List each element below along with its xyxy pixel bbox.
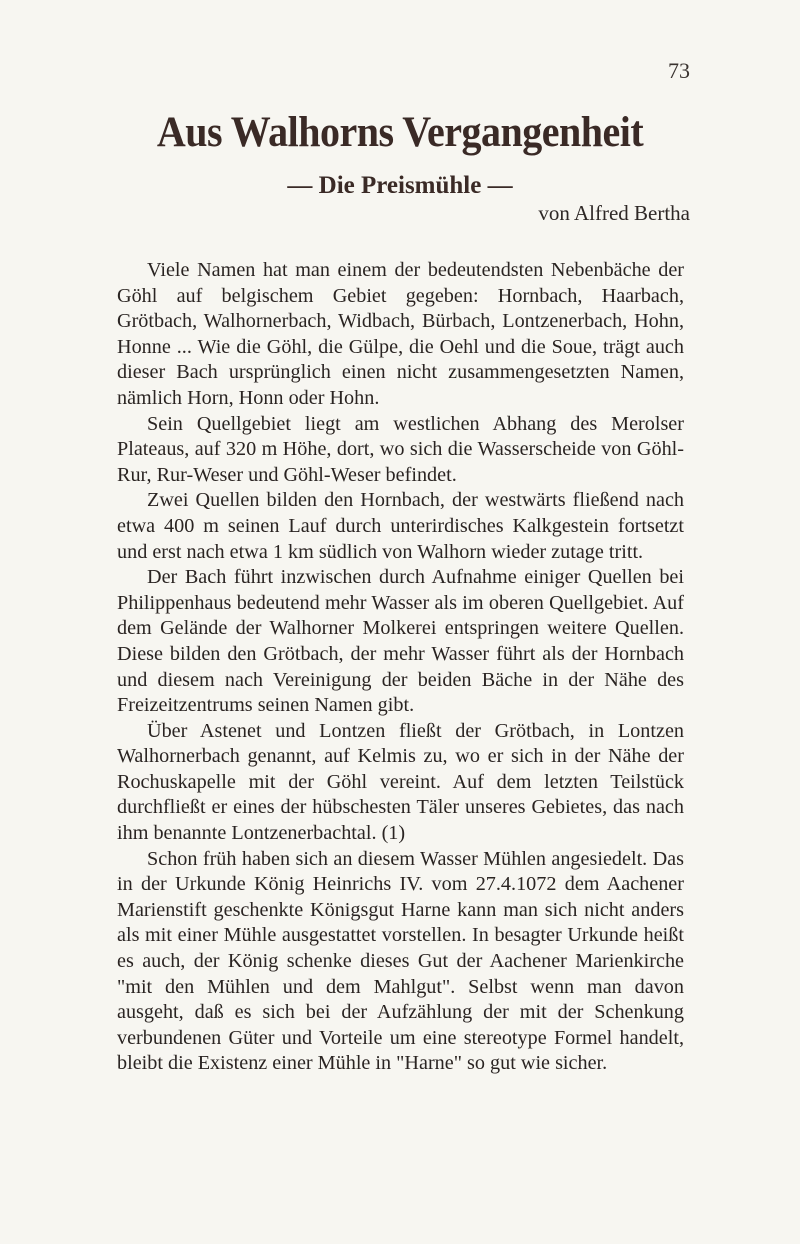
paragraph: Über Astenet und Lontzen fließt der Grötbach, in Lontzen Walhornerbach genannt, auf Kelmis zu, wo er sich in der Nähe der Rochuskapelle mit der Göhl vereint. Auf dem letzten Teilstück durchfließt er eines der hübschesten Täler unseres Gebietes, das nach ihm benannte Lontzenerbachtal. (1)	[117, 719, 684, 845]
paragraph: Schon früh haben sich an diesem Wasser Mühlen angesiedelt. Das in der Urkunde König Heinrichs IV. vom 27.4.1072 dem Aachener Marienstift geschenkte Königsgut Harne kann man sich nicht anders als mit einer Mühle ausgestattet vorstellen. In besagter Urkunde heißt es auch, der König schenke dieses Gut der Aachener Marienkirche "mit den Mühlen und dem Mahlgut". Selbst wenn man davon ausgeht, daß es sich bei der Aufzählung der mit der Schenkung verbundenen Güter und Vorteile um eine stereotype Formel handelt, bleibt die Existenz einer Mühle in "Harne" so gut wie sicher.	[117, 847, 684, 1075]
paragraph: Der Bach führt inzwischen durch Aufnahme einiger Quellen bei Philippenhaus bedeutend mehr Wasser als im oberen Quellgebiet. Auf dem Gelände der Walhorner Molkerei entspringen weitere Quellen. Diese bilden den Grötbach, der mehr Wasser führt als der Hornbach und diesem nach Vereinigung der beiden Bäche in der Nähe des Freizeitzentrums seinen Namen gibt.	[117, 566, 684, 717]
article-author: von Alfred Bertha	[538, 201, 690, 225]
paragraph: Zwei Quellen bilden den Hornbach, der westwärts fließend nach etwa 400 m seinen Lauf durch unterirdisches Kalkgestein fortsetzt und erst nach etwa 1 km südlich von Walhorn wieder zutage tritt.	[117, 489, 684, 563]
article-title: Aus Walhorns Vergangenheit	[156, 107, 644, 156]
paragraph: Viele Namen hat man einem der bedeutendsten Nebenbäche der Göhl auf belgischem Gebiet gegeben: Hornbach, Haarbach, Grötbach, Walhornerbach, Widbach, Bürbach, Lontzenerbach, Hohn, Honne ... Wie die Göhl, die Gülpe, die Oehl und die Soue, trägt auch dieser Bach ursprünglich einen nicht zusammengesetzten Namen, nämlich Horn, Honn oder Hohn.	[117, 259, 684, 409]
paragraph: Sein Quellgebiet liegt am westlichen Abhang des Merolser Plateaus, auf 320 m Höhe, dort, wo sich die Wasserscheide von Göhl-Rur, Rur-Weser und Göhl-Weser befindet.	[117, 412, 684, 486]
page-number: 73	[668, 58, 690, 83]
article-subtitle: — Die Preismühle —	[287, 172, 513, 199]
article-body	[117, 258, 684, 1077]
